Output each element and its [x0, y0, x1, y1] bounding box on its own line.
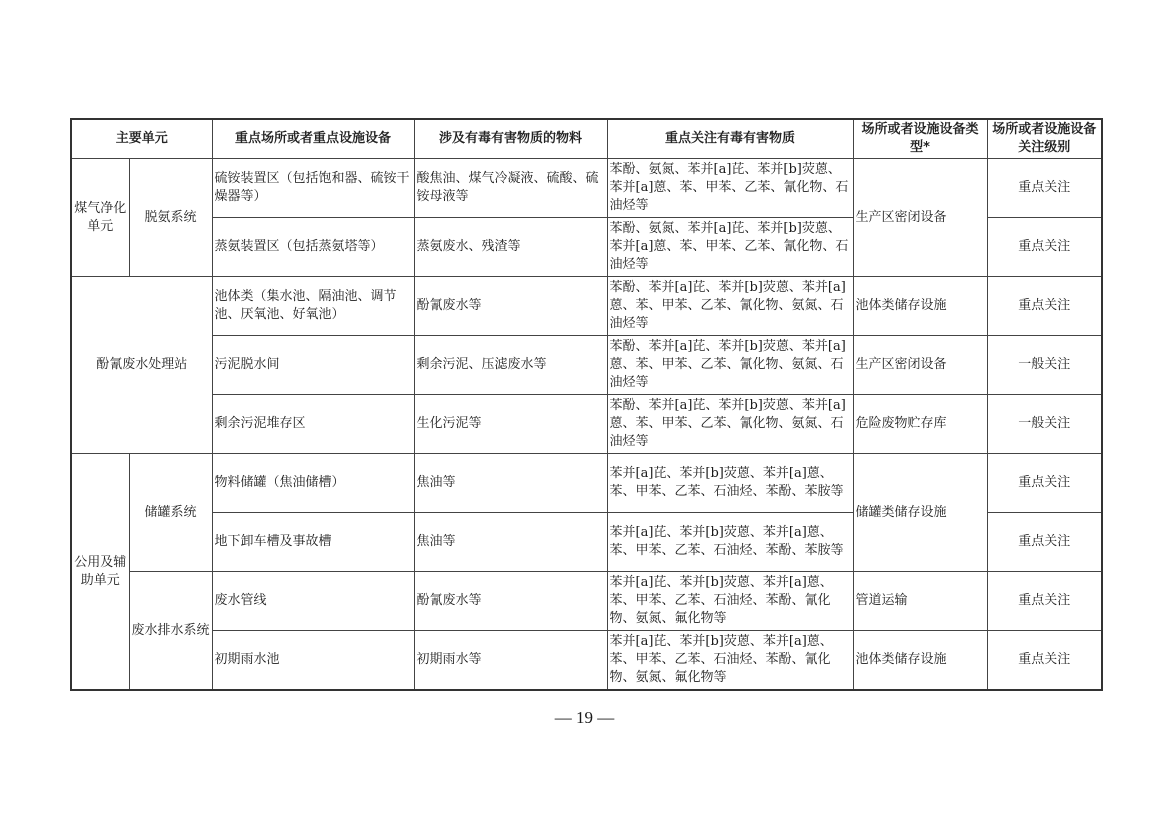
header-level: 场所或者设施设备关注级别	[987, 119, 1102, 159]
materials-cell: 酚氰废水等	[414, 277, 607, 336]
facility-cell: 池体类（集水池、隔油池、调节池、厌氧池、好氧池）	[212, 277, 414, 336]
facility-cell: 物料储罐（焦油储槽）	[212, 454, 414, 513]
subunit-cell: 废水排水系统	[129, 572, 212, 691]
header-facility-type: 场所或者设施设备类型*	[853, 119, 987, 159]
substances-cell: 苯并[a]芘、苯并[b]荧蒽、苯并[a]蒽、苯、甲苯、乙苯、石油烃、苯酚、苯胺等	[607, 454, 853, 513]
level-cell: 重点关注	[987, 159, 1102, 218]
level-cell: 重点关注	[987, 277, 1102, 336]
materials-cell: 焦油等	[414, 513, 607, 572]
substances-cell: 苯并[a]芘、苯并[b]荧蒽、苯并[a]蒽、苯、甲苯、乙苯、石油烃、苯酚、氰化物、氨氮、氟化物等	[607, 631, 853, 691]
subunit-cell: 脱氨系统	[129, 159, 212, 277]
substances-cell: 苯酚、苯并[a]芘、苯并[b]荧蒽、苯并[a]蒽、苯、甲苯、乙苯、氰化物、氨氮、石油烃等	[607, 277, 853, 336]
table-row	[71, 572, 1102, 631]
substances-cell: 苯酚、氨氮、苯并[a]芘、苯并[b]荧蒽、苯并[a]蒽、苯、甲苯、乙苯、氰化物、石油烃等	[607, 159, 853, 218]
substances-cell: 苯酚、氨氮、苯并[a]芘、苯并[b]荧蒽、苯并[a]蒽、苯、甲苯、乙苯、氰化物、石油烃等	[607, 218, 853, 277]
table-row	[71, 631, 1102, 691]
header-main-unit: 主要单元	[71, 119, 212, 159]
header-materials: 涉及有毒有害物质的物料	[414, 119, 607, 159]
facility-cell: 初期雨水池	[212, 631, 414, 691]
substances-cell: 苯酚、苯并[a]芘、苯并[b]荧蒽、苯并[a]蒽、苯、甲苯、乙苯、氰化物、氨氮、石油烃等	[607, 395, 853, 454]
type-cell: 储罐类储存设施	[853, 454, 987, 572]
substances-cell: 苯酚、苯并[a]芘、苯并[b]荧蒽、苯并[a]蒽、苯、甲苯、乙苯、氰化物、氨氮、石油烃等	[607, 336, 853, 395]
facility-cell: 地下卸车槽及事故槽	[212, 513, 414, 572]
table-row	[71, 277, 1102, 336]
materials-cell: 酚氰废水等	[414, 572, 607, 631]
subunit-cell: 储罐系统	[129, 454, 212, 572]
facility-cell: 剩余污泥堆存区	[212, 395, 414, 454]
hazardous-substance-table	[70, 118, 1103, 691]
facility-cell: 污泥脱水间	[212, 336, 414, 395]
table-row	[71, 395, 1102, 454]
table-row	[71, 454, 1102, 513]
level-cell: 重点关注	[987, 631, 1102, 691]
level-cell: 重点关注	[987, 572, 1102, 631]
materials-cell: 蒸氨废水、残渣等	[414, 218, 607, 277]
type-cell: 池体类储存设施	[853, 277, 987, 336]
type-cell: 池体类储存设施	[853, 631, 987, 691]
substances-cell: 苯并[a]芘、苯并[b]荧蒽、苯并[a]蒽、苯、甲苯、乙苯、石油烃、苯酚、氰化物、氨氮、氟化物等	[607, 572, 853, 631]
facility-cell: 硫铵装置区（包括饱和器、硫铵干燥器等）	[212, 159, 414, 218]
header-facility: 重点场所或者重点设施设备	[212, 119, 414, 159]
level-cell: 重点关注	[987, 454, 1102, 513]
unit-cell: 公用及辅助单元	[71, 454, 129, 691]
materials-cell: 焦油等	[414, 454, 607, 513]
header-substances: 重点关注有毒有害物质	[607, 119, 853, 159]
type-cell: 生产区密闭设备	[853, 336, 987, 395]
materials-cell: 初期雨水等	[414, 631, 607, 691]
type-cell: 生产区密闭设备	[853, 159, 987, 277]
unit-cell: 煤气净化单元	[71, 159, 129, 277]
materials-cell: 生化污泥等	[414, 395, 607, 454]
facility-cell: 蒸氨装置区（包括蒸氨塔等）	[212, 218, 414, 277]
page-number: — 19 —	[554, 708, 615, 727]
level-cell: 重点关注	[987, 513, 1102, 572]
table-row	[71, 159, 1102, 218]
substances-cell: 苯并[a]芘、苯并[b]荧蒽、苯并[a]蒽、苯、甲苯、乙苯、石油烃、苯酚、苯胺等	[607, 513, 853, 572]
facility-cell: 废水管线	[212, 572, 414, 631]
type-cell: 危险废物贮存库	[853, 395, 987, 454]
materials-cell: 剩余污泥、压滤废水等	[414, 336, 607, 395]
materials-cell: 酸焦油、煤气冷凝液、硫酸、硫铵母液等	[414, 159, 607, 218]
level-cell: 一般关注	[987, 395, 1102, 454]
level-cell: 重点关注	[987, 218, 1102, 277]
unit-cell: 酚氰废水处理站	[71, 277, 212, 454]
table-header-row	[71, 119, 1102, 159]
table-row	[71, 336, 1102, 395]
level-cell: 一般关注	[987, 336, 1102, 395]
type-cell: 管道运输	[853, 572, 987, 631]
